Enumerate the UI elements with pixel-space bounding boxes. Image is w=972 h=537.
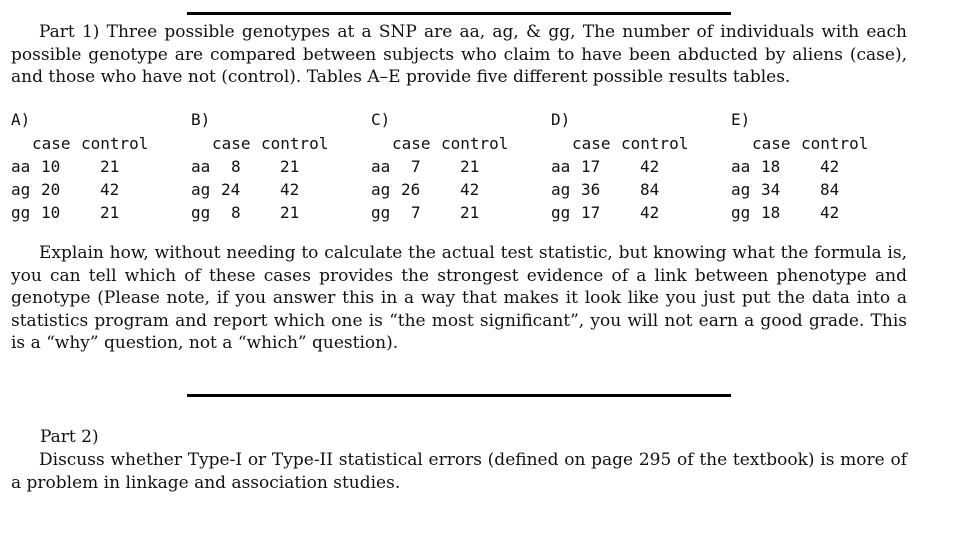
part2-heading: Part 2)	[40, 427, 99, 447]
column-header-control: control	[261, 134, 329, 153]
case-count: 8	[231, 157, 241, 176]
genotype-label: gg	[551, 203, 571, 222]
case-count: 8	[231, 203, 241, 222]
control-count: 42	[820, 157, 840, 176]
column-header-control: control	[621, 134, 689, 153]
genotype-label: ag	[191, 180, 211, 199]
column-header-case: case	[212, 134, 251, 153]
case-count: 10	[41, 157, 61, 176]
case-count: 10	[41, 203, 61, 222]
case-count: 24	[221, 180, 241, 199]
case-count: 17	[581, 157, 601, 176]
case-count: 34	[761, 180, 781, 199]
table-d	[551, 110, 726, 228]
case-count: 20	[41, 180, 61, 199]
results-tables	[0, 110, 972, 228]
table-label: A)	[11, 110, 31, 129]
case-count: 26	[401, 180, 421, 199]
table-label: B)	[191, 110, 211, 129]
genotype-label: ag	[551, 180, 571, 199]
table-c	[371, 110, 546, 228]
control-count: 42	[640, 157, 660, 176]
genotype-label: gg	[11, 203, 31, 222]
table-label: E)	[731, 110, 751, 129]
column-header-case: case	[32, 134, 71, 153]
control-count: 42	[460, 180, 480, 199]
column-header-control: control	[801, 134, 869, 153]
part1-question	[11, 242, 907, 355]
control-count: 84	[820, 180, 840, 199]
control-count: 21	[460, 157, 480, 176]
part1-intro	[11, 21, 907, 89]
table-label: D)	[551, 110, 571, 129]
genotype-label: aa	[731, 157, 751, 176]
case-count: 7	[411, 203, 421, 222]
part2-question	[11, 449, 907, 494]
case-count: 17	[581, 203, 601, 222]
genotype-label: gg	[191, 203, 211, 222]
table-b	[191, 110, 366, 228]
part1-intro-text: Part 1) Three possible genotypes at a SNP are aa, ag, & gg, The number of individuals with each possible genotype are compared between subjects who claim to have been abducted by aliens (case), and those who have not (control). Tables A–E provide five different possible results tables.	[11, 22, 907, 88]
genotype-label: ag	[11, 180, 31, 199]
control-count: 42	[280, 180, 300, 199]
case-count: 18	[761, 157, 781, 176]
part2-question-text: Discuss whether Type-I or Type-II statistical errors (defined on page 295 of the textbook) is more of a problem in linkage and association studies.	[11, 450, 907, 493]
genotype-label: aa	[11, 157, 31, 176]
column-header-case: case	[752, 134, 791, 153]
genotype-label: ag	[731, 180, 751, 199]
section-divider-rule	[187, 394, 731, 397]
control-count: 42	[820, 203, 840, 222]
control-count: 21	[100, 203, 120, 222]
column-header-control: control	[81, 134, 149, 153]
top-rule	[187, 12, 731, 15]
control-count: 21	[280, 157, 300, 176]
case-count: 7	[411, 157, 421, 176]
control-count: 42	[640, 203, 660, 222]
part1-question-text: Explain how, without needing to calculate the actual test statistic, but knowing what the formula is, you can tell which of these cases provides the strongest evidence of a link between phenotype and genotype (Please note, if you answer this in a way that makes it look like you just put the data into a statistics program and report which one is “the most significant”, you will not earn a good grade. This is a “why” question, not a “which” question).	[11, 243, 907, 354]
genotype-label: aa	[551, 157, 571, 176]
genotype-label: aa	[191, 157, 211, 176]
table-a	[11, 110, 186, 228]
genotype-label: gg	[731, 203, 751, 222]
case-count: 36	[581, 180, 601, 199]
table-label: C)	[371, 110, 391, 129]
control-count: 21	[280, 203, 300, 222]
case-count: 18	[761, 203, 781, 222]
genotype-label: gg	[371, 203, 391, 222]
column-header-control: control	[441, 134, 509, 153]
control-count: 84	[640, 180, 660, 199]
genotype-label: ag	[371, 180, 391, 199]
column-header-case: case	[572, 134, 611, 153]
control-count: 21	[100, 157, 120, 176]
genotype-label: aa	[371, 157, 391, 176]
column-header-case: case	[392, 134, 431, 153]
table-e	[731, 110, 906, 228]
control-count: 42	[100, 180, 120, 199]
control-count: 21	[460, 203, 480, 222]
